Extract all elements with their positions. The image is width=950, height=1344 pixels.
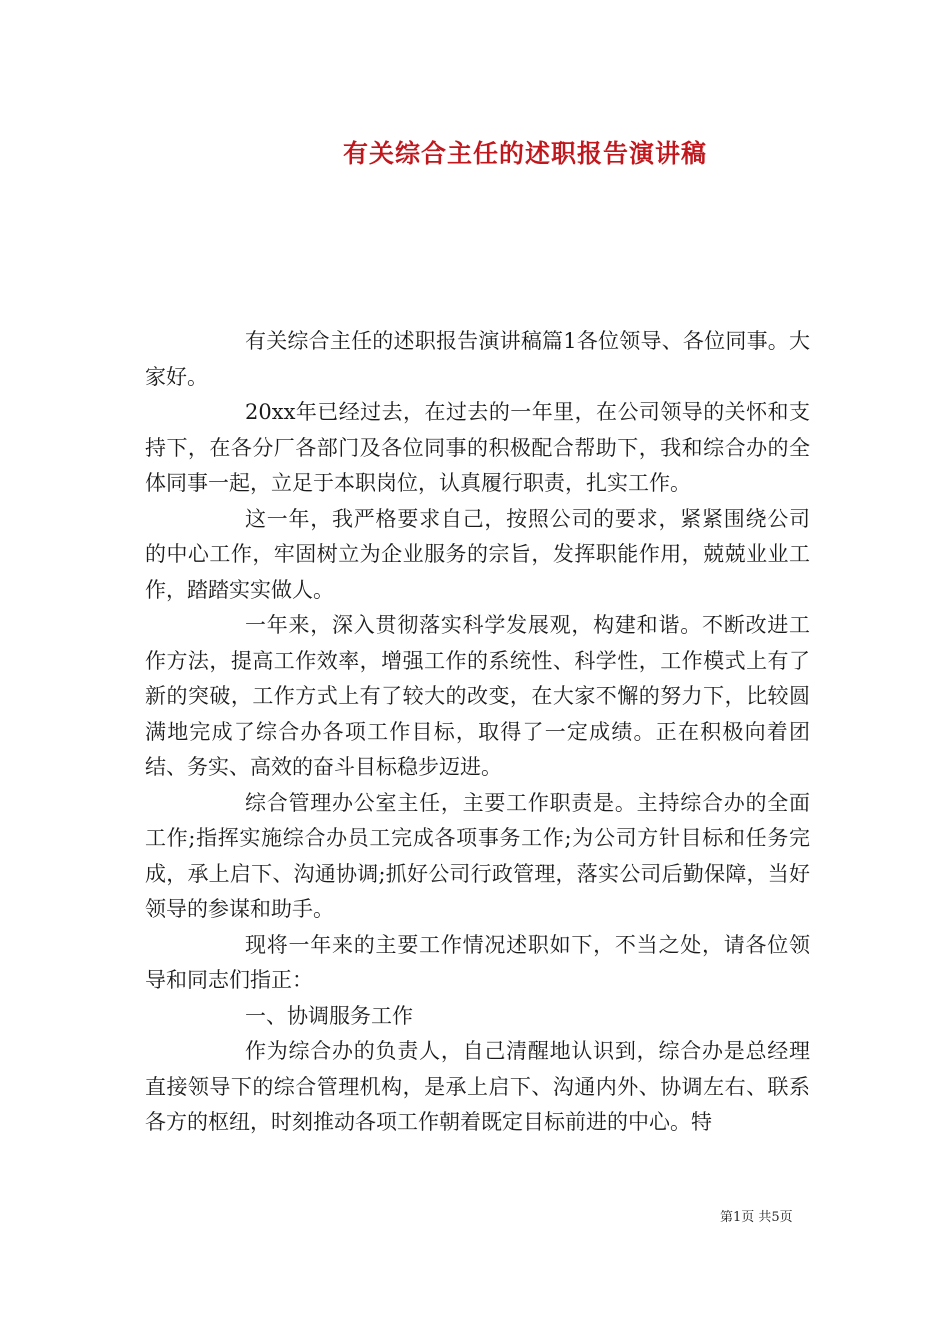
paragraph-report-intro: 现将一年来的主要工作情况述职如下，不当之处，请各位领导和同志们指正： (145, 932, 810, 992)
page-number-footer: 第1页 共5页 (720, 1210, 793, 1225)
paragraph-achievements: 一年来，深入贯彻落实科学发展观，构建和谐。不断改进工作方法，提高工作效率，增强工作的系统性、科学性，工作模式上有了新的突破，工作方式上有了较大的改变，在大家不懈的努力下，比较圆满地完成了综合办各项工作目标，取得了一定成绩。正在积极向着团结、务实、高效的奋斗目标稳步迈进。 (145, 613, 810, 779)
paragraph-duties: 综合管理办公室主任，主要工作职责是。主持综合办的全面工作;指挥实施综合办员工完成各项事务工作;为公司方针目标和任务完成，承上启下、沟通协调;抓好公司行政管理，落实公司后勤保障，当好领导的参谋和助手。 (145, 790, 810, 921)
paragraph-coordination: 作为综合办的负责人，自己清醒地认识到，综合办是总经理直接领导下的综合管理机构，是承上启下、沟通内外、协调左右、联系各方的枢纽，时刻推动各项工作朝着既定目标前进的中心。特 (145, 1039, 810, 1134)
paragraph-intro: 有关综合主任的述职报告演讲稿篇1各位领导、各位同事。大家好。 (145, 329, 810, 389)
document-title: 有关综合主任的述职报告演讲稿 (342, 139, 707, 168)
paragraph-self-requirement: 这一年，我严格要求自己，按照公司的要求，紧紧围绕公司的中心工作，牢固树立为企业服务的宗旨，发挥职能作用，兢兢业业工作，踏踏实实做人。 (145, 506, 810, 602)
paragraph-year-review: 20xx年已经过去，在过去的一年里，在公司领导的关怀和支持下，在各分厂各部门及各位同事的积极配合帮助下，我和综合办的全体同事一起，立足于本职岗位，认真履行职责，扎实工作。 (145, 400, 810, 495)
document-body (145, 324, 810, 1141)
section-heading-coordination: 一、协调服务工作 (245, 1003, 413, 1028)
